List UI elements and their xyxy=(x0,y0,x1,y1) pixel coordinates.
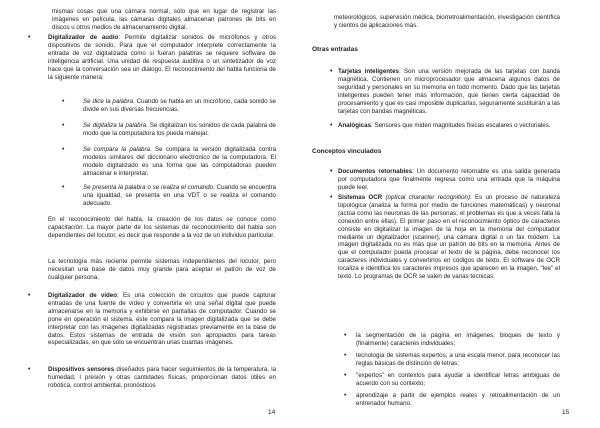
ocr-paragraph: Sistemas OCR (optical character recognition): Es un proceso de naturaleza topológica (analiza la forma por medio de funciones matemáticas) y neuronal (actúa como las neuronas de las personas; el problemas es que a veces falla la conexión entre ellas). El primer paso en el reconocimiento óptico de caracteres consiste en digitalizar la imagen de la hoja en la memoria del computador mediante un digitalizador (scanner), una cámara digital o un fax módem. La imagen digitalizada no es más que un patrón de bits en la memoria. Antes de que el computador pueda procesar el texto de la página, debe reconocer los caracteres individuales y convertirlos en códigos de texto. El software de OCR localiza e identifica los caracteres impresos que aparecen en la imagen, "lee" el texto. Lo programas de OCR se valen de varias técnicas: xyxy=(338,194,560,281)
training-paragraph: En el reconocimiento del habla, la creación de los datos se conoce como capacitación. La mayor parte de los sistemas de reconocimiento del habla son dependientes del locutor, es decir que responde a la voz de un individuo particular. xyxy=(48,216,276,239)
section-heading-other-inputs: Otras entradas xyxy=(312,46,358,53)
bullet-icon: • xyxy=(62,184,65,191)
speech-step-1: Se dice la palabra. Cuando se habla en un micrófono, cada sonido se divide en sus diversas frecuencias. xyxy=(83,98,276,113)
smart-cards-paragraph: Tarjetas inteligentes: Son una versión mejorada de las tarjetas con banda magnética. Contienen un microprocesador que almacena algunos datos de seguridad y personales en su memoria en todo momento. Dado que las tarjetas inteligentes pueden tener más información, que tienen cierta capacidad de procesamiento y que es casi imposible duplicarlas, seguramente sustituirán a las tarjetas con bandas magnéticas. xyxy=(338,68,560,115)
returnable-documents-paragraph: Documentos retornables: Un documento retornable es una salida generada por computadora que finalmente regresa como una entrada que la máquina puede leer. xyxy=(338,168,561,191)
bullet-icon: • xyxy=(344,372,347,379)
analog-paragraph: Analógicas: Sensores que miden magnitudes físicas escalares o vectoriales. xyxy=(338,122,551,129)
speech-step-3: Se compara la palabra. Se compara la versión digitalizada contra modelos similares del diccionario electrónico de la computadora. El modelo digitalizado es una forma que las computadoras pueden almacenar e interpretar. xyxy=(83,146,277,177)
bullet-icon: • xyxy=(62,122,65,129)
bullet-icon: • xyxy=(330,168,333,175)
right-page xyxy=(300,0,600,428)
page-number: 14 xyxy=(268,409,276,416)
bullet-icon: • xyxy=(344,392,347,399)
section-heading-linked-concepts: Conceptos vinculados xyxy=(312,148,382,155)
page-number: 15 xyxy=(562,409,570,416)
bullet-icon: • xyxy=(62,146,65,153)
bullet-icon: • xyxy=(330,122,333,129)
speaker-independent-paragraph: La tecnología más reciente permite sistemas independientes del locutor, pero necesitan una base de datos muy grande para aceptar el patrón de voz de cualquier persona. xyxy=(48,258,276,281)
bullet-icon: • xyxy=(330,194,333,201)
bullet-icon: • xyxy=(62,98,65,105)
speech-step-2: Se digitaliza la palabra. Se digitalizan los sonidos de cada palabra de modo que la computadora los pueda manejar. xyxy=(83,122,276,137)
ocr-technique-3: "expertos" en contextos para ayudar a identificar letras ambiguas de acuerdo con su contexto; xyxy=(356,372,560,387)
bullet-icon: • xyxy=(28,34,31,41)
ocr-technique-2: tecnología de sistemas expertos, a una escala menor, para reconocer las reglas básicas de distinción de letras; xyxy=(356,352,560,367)
audio-digitizer-paragraph: Digitalizador de audio: Permite digitalizar sonidos de micrófonos y otros dispositivos de sonido. Para que el computador interprete correctamente la entrada de voz digitalizada como si fueran palabras se requiere software de inteligencia artificial. Una unidad de respuesta auditiva o un sintetizador de voz hace que la conversación sea un diálogo. El reconocimiento del habla funciona de la siguiente manera: xyxy=(48,34,276,81)
bullet-icon: • xyxy=(28,292,31,299)
bullet-icon: • xyxy=(344,332,347,339)
speech-step-4: Se presenta la palabra o se realiza el comando. Cuando se encuentra una igualdad, se presenta en una VDT o se realiza el comando adecuado. xyxy=(83,184,276,207)
continuation-paragraph: meteorológicos, supervisión médica, biorretroalimentación, investigación científica y cientos de aplicaciones más. xyxy=(334,14,560,29)
video-digitizer-paragraph: Digitalizador de video: Es una colección de circuitos que puede capturar entradas de una fuente de vídeo y convertirla en una señal digital que puede almacenarse en la memoria y exhibirse en pantallas de computador. Cuando se pone en operación el sistema, éste compara la imagen digitalizada que se debe interpretar con las imágenes digitalizadas registradas previamente en la base de datos. Estos sistemas de entrada de visión son apropiados para tareas especializadas, en que sólo se encuentran unas cuantas imágenes. xyxy=(48,292,276,347)
continuation-paragraph: mismas cosas que una cámara normal, sólo que en lugar de registrar las imágenes en película, las cámaras digitales almacenan patrones de bits en discos u otros medios de almacenamiento digital. xyxy=(52,8,276,31)
bullet-icon: • xyxy=(330,68,333,75)
ocr-technique-1: la segmentación de la página en imágenes, bloques de texto y (finalmente) caracteres individuales; xyxy=(356,332,560,347)
sensors-paragraph: Dispositivos sensores diseñados para hacer seguimientos de la temperatura, la humedad, l presión y otras cantidades físicas, proporcionan datos útiles en robótica, control ambiental, pronósticos xyxy=(48,366,277,389)
ocr-technique-4: aprendizaje a partir de ejemplos reales y retroalimentación de un entrenador humano. xyxy=(356,392,560,407)
bullet-icon: • xyxy=(28,366,31,373)
bullet-icon: • xyxy=(344,352,347,359)
